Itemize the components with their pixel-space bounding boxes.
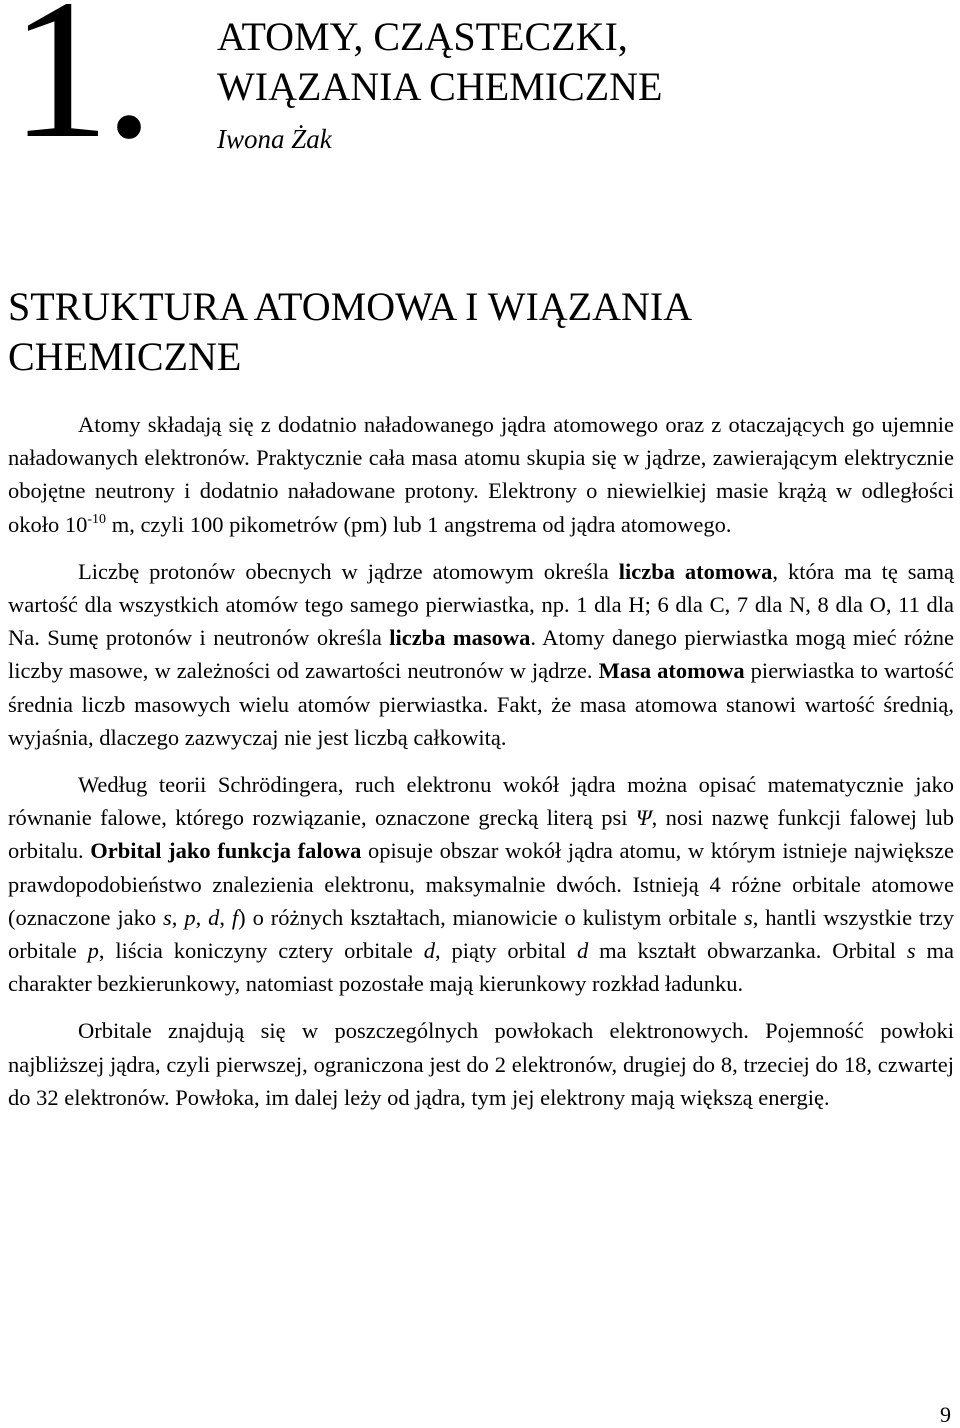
text-run: , która ma tę samą wartość dla wszystkich atomów tego samego pierwiastka, np. 1 dla H; 6 dla C, 7 dla N, 8 dla O, 11 dla Na. Sumę protonów i neutronów określa [8,558,954,651]
text-run: , [195,904,209,930]
text-run: , liścia koniczyny cztery orbitale [98,938,424,964]
text-run: m, czyli 100 pikometrów (pm) lub 1 angstrema od jądra atomowego. [106,511,732,537]
text-run: , [219,904,232,930]
orbital-letter: p [184,904,196,930]
text-run: , hantli wszystkie trzy orbitale [8,904,955,964]
section-title: STRUKTURA ATOMOWA I WIĄZANIA CHEMICZNE [8,284,690,379]
term-mass-number: liczba masowa [389,625,531,651]
orbital-letter: s [906,938,916,964]
page-number: 9 [940,1402,951,1427]
author-name: Iwona Żak [217,124,332,154]
text-run: Liczbę protonów obecnych w jądrze atomowym określa [78,558,619,584]
term-atomic-number: liczba atomowa [618,558,773,584]
orbital-letter: f [231,904,239,930]
orbital-letter: p [87,938,99,964]
text-run: opisuje obszar wokół jądra atomu, w którym istnieje największe prawdopodobieństwo znalezienia elektronu, maksymalnie dwóch. Istnieją 4 różne orbitale atomowe (oznaczone jako [8,838,954,930]
text-run: ma kształt obwarzanka. Orbital [588,938,907,964]
text-run: Według teorii Schrödingera, ruch elektronu wokół jądra można opisać matematycznie jako równanie falowe, którego rozwiązanie, oznaczone grecką literą psi [8,772,954,831]
orbital-letter: s [163,904,172,930]
text-run: . Atomy danego pierwiastka mogą mieć różne liczby masowe, w zależności od zawartości neutronów w jądrze. [8,625,954,684]
paragraph-shells [8,1014,954,1114]
text-run: Orbitale znajdują się w poszczególnych powłokach elektronowych. Pojemność powłoki najbliższej jądra, czyli pierwszej, ograniczona jest do 2 elektronów, drugiej do 8, trzeciej do 18, czwartej do 32 elektronów. Powłoka, im dalej leży od jądra, tym jej elektrony mają większą energię. [8,1018,954,1110]
psi-symbol: Ψ [635,805,652,831]
text-run: , [171,904,185,930]
text-run: Atomy składają się z dodatnio naładowanego jądra atomowego oraz z otaczających go ujemnie naładowanych elektronów. Praktycznie cała masa atomu skupia się w jądrze, zawierającym elektrycznie obojętne neutrony i dodatnio naładowane protony. Elektrony o niewielkiej masie krążą w odległości około 10 [8,412,954,537]
paragraph-atoms [8,408,954,541]
chapter-number: 1. [10,0,148,180]
text-run: , nosi nazwę funkcji falowej lub orbitalu. [8,805,954,864]
body-text [8,408,954,1128]
term-orbital-wave-function: Orbital jako funkcja falowa [90,838,362,864]
text-run: pierwiastka to wartość średnia liczb masowych wielu atomów pierwiastka. Fakt, że masa atomowa stanowi wartość średnią, wyjaśnia, dlaczego zazwyczaj nie jest liczbą całkowitą. [8,658,954,750]
orbital-letter: d [208,904,220,930]
text-run: , piąty orbital [434,938,577,964]
orbital-letter: d [576,938,589,964]
paragraph-atomic-number [8,555,954,754]
term-atomic-mass: Masa atomowa [598,658,745,684]
orbital-letter: d [423,938,435,964]
paragraph-orbitals [8,768,954,1000]
exponent: -10 [87,511,107,527]
chapter-title-line-1: ATOMY, CZĄSTECZKI, [217,14,628,59]
text-run: ) o różnych kształtach, mianowicie o kulistym orbitale [238,904,744,930]
chapter-title [217,12,663,112]
orbital-letter: s [743,904,753,930]
text-run: ma charakter bezkierunkowy, natomiast pozostałe mają kierunkowy rozkład ładunku. [8,938,954,997]
chapter-title-line-2: WIĄZANIA CHEMICZNE [217,64,663,109]
